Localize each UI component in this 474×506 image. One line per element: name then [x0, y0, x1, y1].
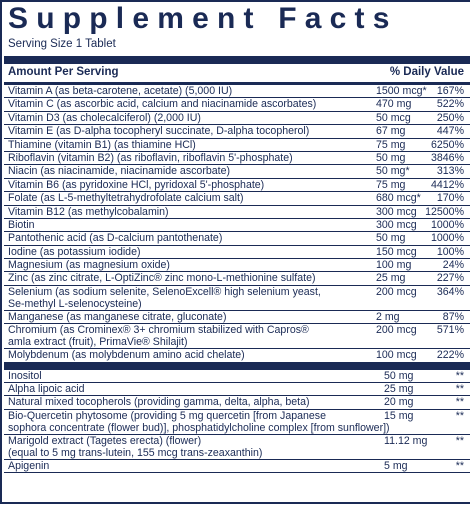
nutrient-name: Vitamin C (as ascorbic acid, calcium and niacinamide ascorbates): [8, 98, 317, 111]
nutrient-name: Zinc (as zinc citrate, L-OptiZinc® zinc mono-L-methionine sulfate): [8, 272, 316, 285]
nutrient-row: [4, 246, 470, 259]
nutrient-daily-value: 364%: [436, 285, 464, 298]
nutrient-amount: 100 mg: [376, 259, 412, 272]
nutrient-name: Natural mixed tocopherols (providing gamma, delta, alpha, beta): [8, 396, 310, 409]
nutrient-name: Thiamine (vitamin B1) (as thiamine HCl): [8, 138, 196, 151]
nutrient-row: [4, 286, 470, 311]
nutrient-amount: 5 mg: [384, 459, 408, 472]
nutrient-row: [4, 460, 470, 473]
nutrient-daily-value: 571%: [436, 324, 464, 337]
nutrient-row: [4, 219, 470, 232]
nutrient-row: [4, 396, 470, 409]
nutrient-amount: 25 mg: [376, 272, 406, 285]
nutrient-row: [4, 206, 470, 219]
nutrient-name: Selenium (as sodium selenite, SelenoExcell® high selenium yeast, Se-methyl L-selenocysteine): [8, 285, 321, 310]
dv-header: % Daily Value: [389, 66, 464, 78]
nutrient-row: [4, 152, 470, 165]
nutrient-name: Alpha lipoic acid: [8, 383, 85, 396]
nutrient-name: Pantothenic acid (as D-calcium pantothenate): [8, 232, 223, 245]
nutrient-daily-value: 222%: [436, 349, 464, 362]
nutrient-daily-value: 447%: [436, 125, 464, 138]
nutrient-amount: 75 mg: [376, 138, 406, 151]
nutrient-name: Vitamin B6 (as pyridoxine HCl, pyridoxal 5'-phosphate): [8, 178, 265, 191]
nutrient-daily-value: **: [455, 434, 464, 447]
nutrient-daily-value: 227%: [436, 272, 464, 285]
nutrient-name: Apigenin: [8, 459, 50, 472]
nutrient-row: [4, 272, 470, 285]
nutrient-amount: 67 mg: [376, 125, 406, 138]
nutrient-daily-value: **: [455, 409, 464, 422]
nutrient-name: Vitamin E (as D-alpha tocopheryl succinate, D-alpha tocopherol): [8, 125, 310, 138]
nutrient-row: [4, 165, 470, 178]
nutrient-name: Vitamin D3 (as cholecalciferol) (2,000 IU): [8, 111, 201, 124]
nutrient-daily-value: 6250%: [431, 138, 464, 151]
nutrient-amount: 1500 mcg*: [376, 85, 427, 97]
nutrient-daily-value: **: [455, 396, 464, 409]
nutrient-daily-value: 250%: [436, 111, 464, 124]
nutrient-amount: 680 mcg*: [376, 192, 421, 205]
nutrient-amount: 100 mcg: [376, 349, 417, 362]
nutrient-row: [4, 311, 470, 324]
nutrient-row: [4, 179, 470, 192]
nutrient-daily-value: 3846%: [431, 151, 464, 164]
nutrient-amount: 300 mcg: [376, 205, 417, 218]
nutrient-daily-value: 313%: [436, 165, 464, 178]
nutrient-row: [4, 349, 470, 362]
nutrient-table: [4, 85, 470, 473]
nutrient-daily-value: 24%: [442, 259, 464, 272]
nutrient-amount: 75 mg: [376, 178, 406, 191]
nutrient-name: Iodine (as potassium iodide): [8, 245, 141, 258]
nutrient-name: Biotin: [8, 218, 35, 231]
nutrient-amount: 11.12 mg: [384, 434, 428, 447]
nutrient-amount: 25 mg: [384, 383, 414, 396]
nutrient-daily-value: 1000%: [431, 232, 464, 245]
nutrient-daily-value: 522%: [436, 98, 464, 111]
nutrient-amount: 50 mg: [376, 151, 406, 164]
nutrient-amount: 200 mcg: [376, 324, 417, 337]
nutrient-row: [4, 435, 470, 460]
serving-size: Serving Size 1 Tablet: [8, 38, 116, 50]
nutrient-name: Molybdenum (as molybdenum amino acid chelate): [8, 349, 245, 362]
nutrient-amount: 15 mg: [384, 409, 414, 422]
nutrient-row: [4, 98, 470, 111]
nutrient-daily-value: 100%: [436, 245, 464, 258]
nutrient-row: [4, 410, 470, 435]
nutrient-row: [4, 85, 470, 98]
nutrient-amount: 300 mcg: [376, 218, 417, 231]
nutrient-row: [4, 192, 470, 205]
nutrient-daily-value: 1000%: [431, 218, 464, 231]
nutrient-name: Manganese (as manganese citrate, gluconate): [8, 310, 227, 323]
nutrient-name: Marigold extract (Tagetes erecta) (flower) (equal to 5 mg trans-lutein, 155 mcg trans-zeaxanthin): [8, 434, 263, 459]
thick-divider: [4, 56, 470, 64]
nutrient-row: [4, 370, 470, 383]
nutrient-row: [4, 125, 470, 138]
nutrient-name: Bio-Quercetin phytosome (providing 5 mg quercetin [from Japanese sophora concentrate (flower bud)], phosphatidylcholine complex [from sunflower]): [8, 409, 390, 434]
nutrient-name: Riboflavin (vitamin B2) (as riboflavin, riboflavin 5'-phosphate): [8, 151, 293, 164]
nutrient-amount: 200 mcg: [376, 285, 417, 298]
panel-title: Supplement Facts: [8, 2, 398, 35]
nutrient-amount: 20 mg: [384, 396, 414, 409]
nutrient-daily-value: 170%: [436, 192, 464, 205]
nutrient-amount: 470 mg: [376, 98, 412, 111]
nutrient-row: [4, 324, 470, 349]
nutrient-daily-value: **: [455, 369, 464, 382]
nutrient-name: Magnesium (as magnesium oxide): [8, 259, 170, 272]
nutrient-name: Folate (as L-5-methyltetrahydrofolate calcium salt): [8, 192, 244, 205]
nutrient-amount: 50 mg*: [376, 165, 410, 178]
nutrient-amount: 50 mcg: [376, 111, 411, 124]
nutrient-row: [4, 232, 470, 245]
nutrient-row: [4, 112, 470, 125]
nutrient-daily-value: 87%: [442, 310, 464, 323]
amount-header: Amount Per Serving: [8, 66, 119, 78]
column-header: [8, 66, 464, 81]
nutrient-name: Chromium (as Crominex® 3+ chromium stabilized with Capros® amla extract (fruit), PrimaVie® Shilajit): [8, 324, 309, 349]
nutrient-daily-value: 167%: [436, 85, 464, 97]
nutrient-amount: 50 mg: [376, 232, 406, 245]
nutrient-amount: 2 mg: [376, 310, 400, 323]
nutrient-name: Vitamin A (as beta-carotene, acetate) (5,000 IU): [8, 85, 233, 97]
nutrient-amount: 50 mg: [384, 369, 414, 382]
nutrient-row: [4, 139, 470, 152]
nutrient-row: [4, 383, 470, 396]
nutrient-daily-value: **: [455, 459, 464, 472]
nutrient-name: Inositol: [8, 369, 42, 382]
nutrient-row: [4, 259, 470, 272]
nutrient-daily-value: 4412%: [431, 178, 464, 191]
nutrient-daily-value: **: [455, 383, 464, 396]
nutrient-name: Niacin (as niacinamide, niacinamide ascorbate): [8, 165, 230, 178]
nutrient-daily-value: 12500%: [425, 205, 464, 218]
section-divider: [4, 363, 470, 370]
nutrient-amount: 150 mcg: [376, 245, 417, 258]
nutrient-name: Vitamin B12 (as methylcobalamin): [8, 205, 169, 218]
